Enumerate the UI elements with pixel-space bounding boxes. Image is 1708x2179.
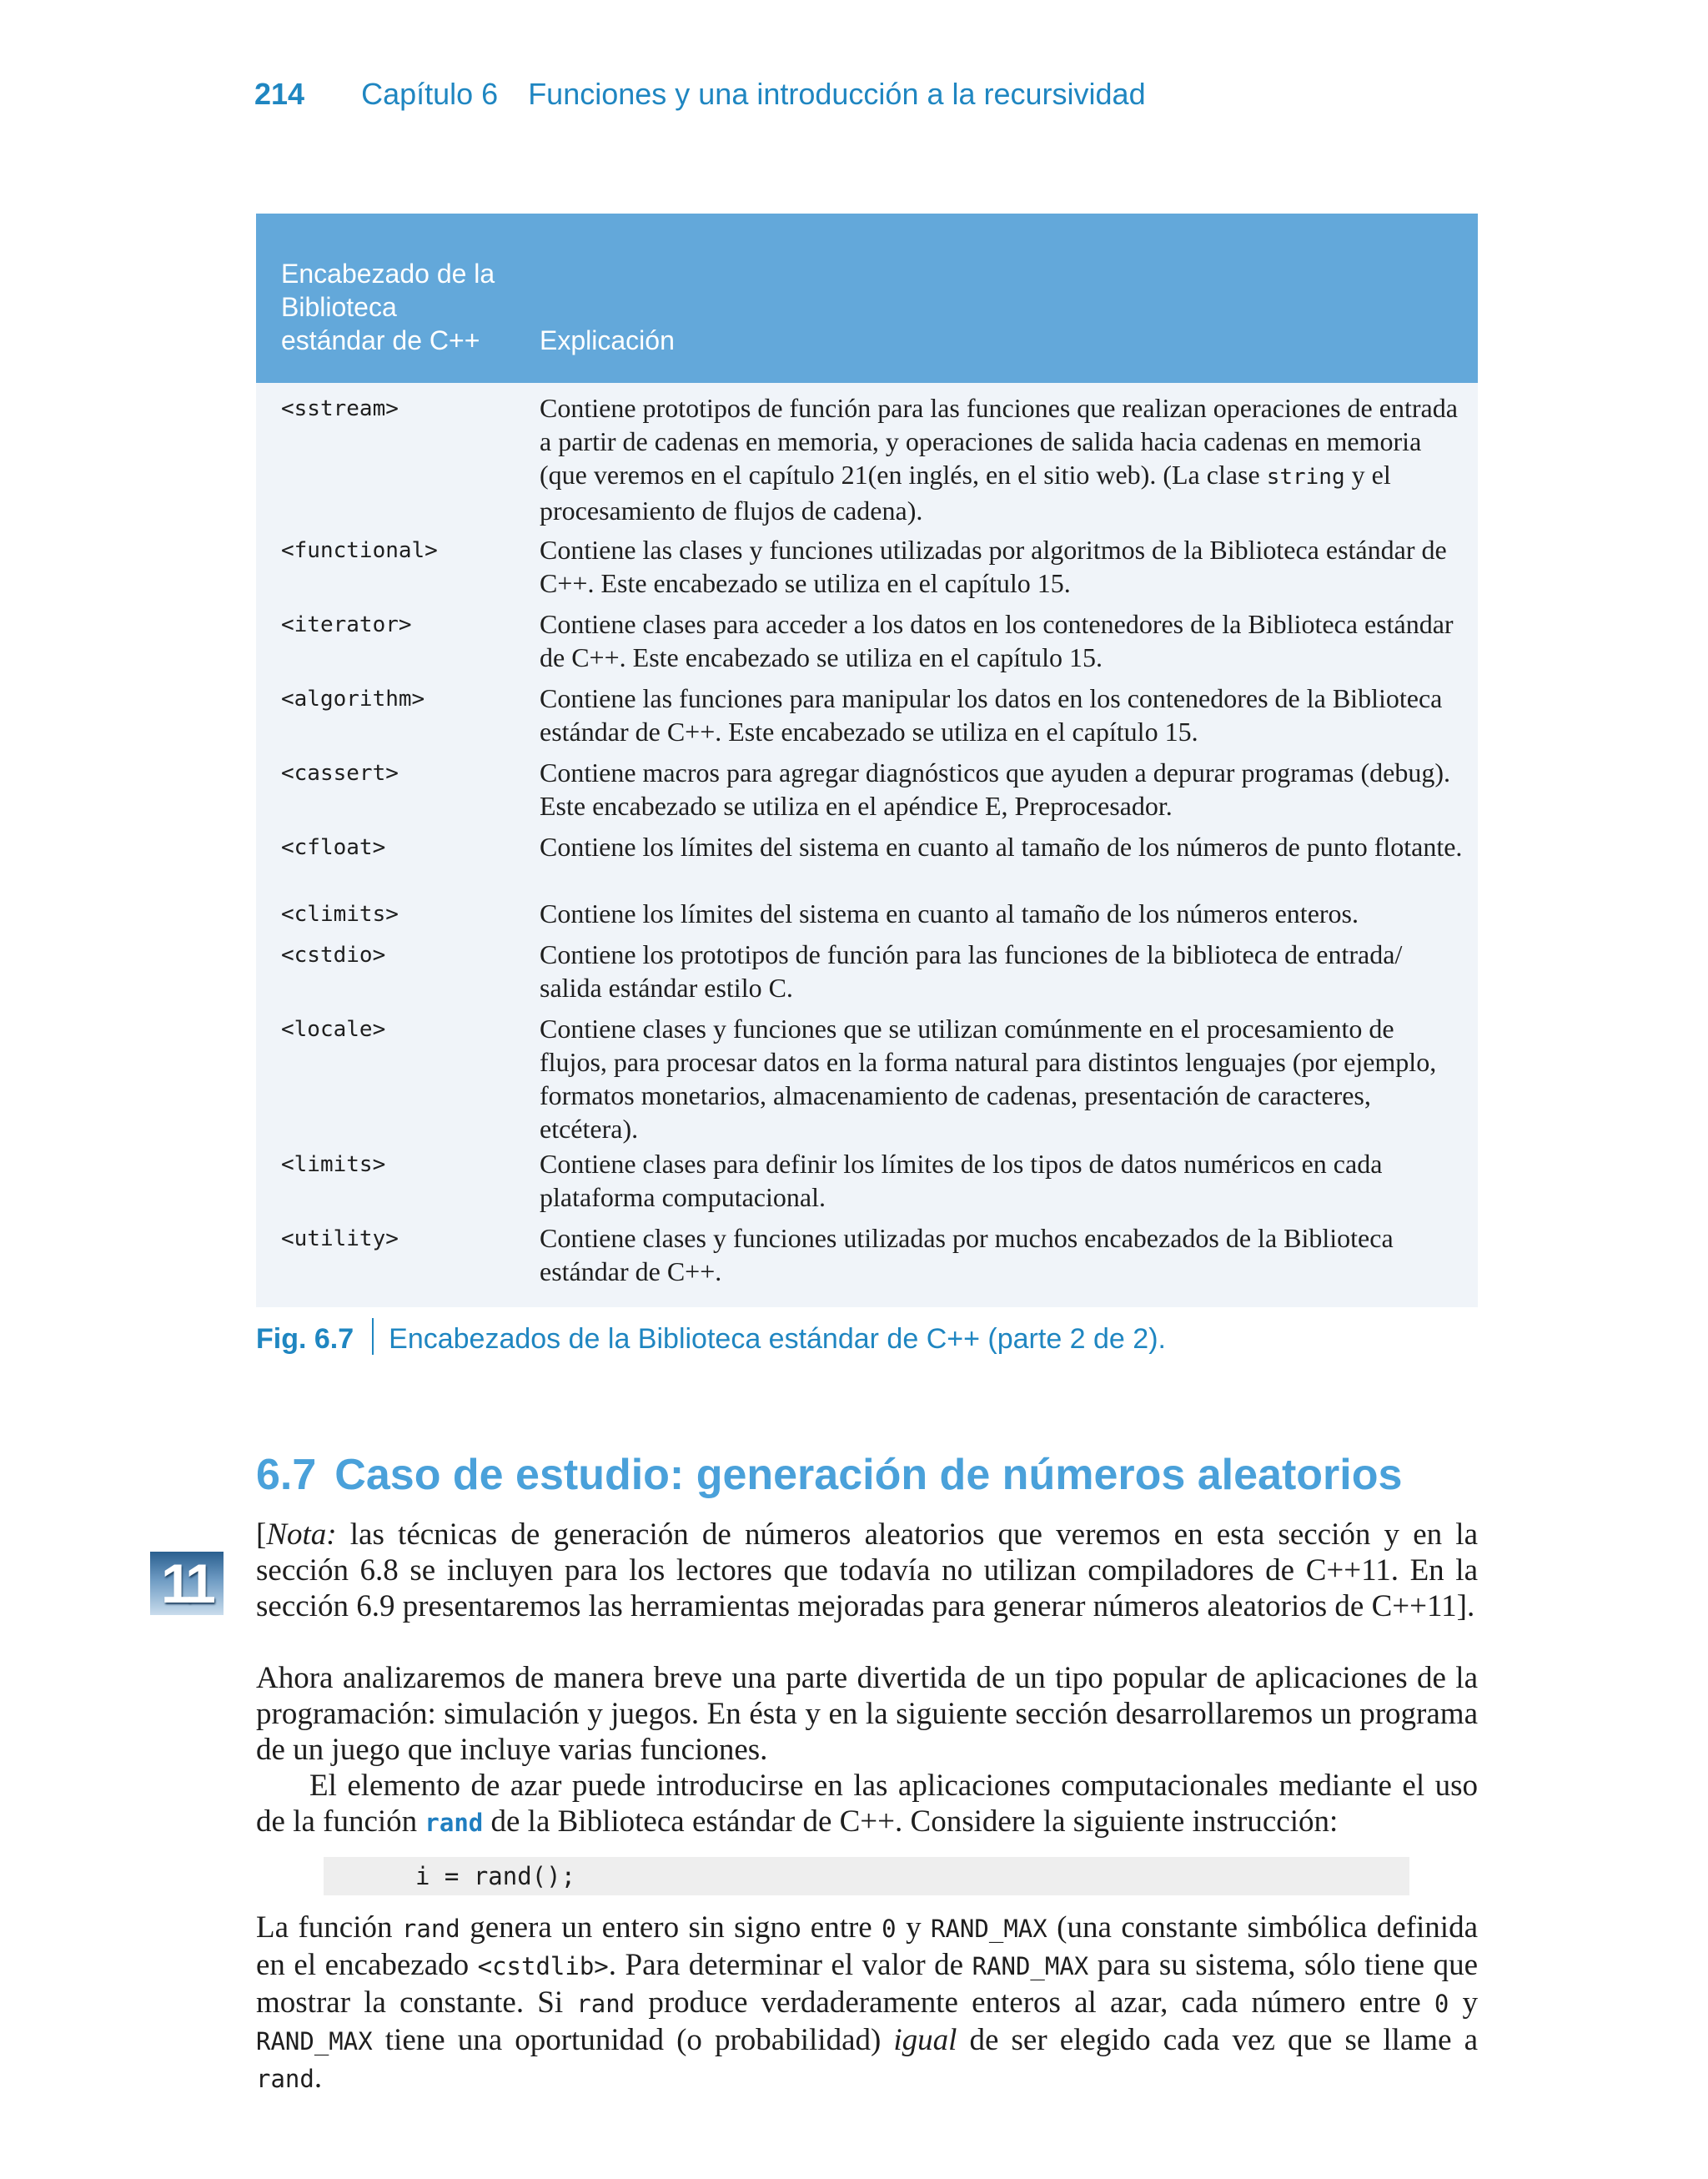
header-description: Contiene las funciones para manipular los datos en los contenedores de la Biblioteca estándar de C++. Este encabezado se utiliza en el capítulo 15.	[540, 683, 1443, 747]
code-line: i = rand();	[415, 1862, 576, 1890]
figure-label: Fig. 6.7	[256, 1323, 354, 1355]
note-label: Nota:	[266, 1517, 337, 1552]
header-description: Contiene clases y funciones utilizadas por muchos encabezados de la Biblioteca estándar de C++.	[540, 1223, 1394, 1286]
header-name: <sstream>	[281, 396, 399, 421]
code-block	[324, 1857, 1409, 1895]
header-description: Contiene macros para agregar diagnósticos que ayuden a depurar programas (debug). Este encabezado se utiliza en el apéndice E, Preprocesador.	[540, 757, 1451, 821]
header-description: Contiene clases y funciones que se utilizan comúnmente en el procesamiento de flujos, para procesar datos en la forma natural para distintos lenguajes (por ejemplo, formatos monetarios, almacenamiento de cadenas, presentación de caracteres, etcétera).	[540, 1014, 1437, 1144]
caption-divider	[372, 1318, 374, 1355]
header-description: Contiene los límites del sistema en cuanto al tamaño de los números de punto flotante.	[540, 832, 1463, 862]
table-header-col1: Encabezado de la Biblioteca estándar de C++	[281, 259, 495, 355]
header-description: Contiene los prototipos de función para las funciones de la biblioteca de entrada/ salida estándar estilo C.	[540, 939, 1403, 1003]
note-paragraph: [Nota: las técnicas de generación de números aleatorios que veremos en esta sección y en la sección 6.8 se incluyen para los lectores que todavía no utilizan compiladores de C++11. En la sección 6.9 presentaremos las herramientas mejoradas para generar números aleatorios de C++11].	[256, 1517, 1478, 1623]
header-name: <limits>	[281, 1152, 386, 1177]
headers-table	[256, 214, 1478, 1307]
figure-caption-text: Encabezados de la Biblioteca estándar de C++ (parte 2 de 2).	[389, 1323, 1166, 1355]
header-name: <iterator>	[281, 612, 412, 637]
header-name: <cstdio>	[281, 943, 386, 968]
chapter-title: Funciones y una introducción a la recursividad	[528, 77, 1146, 111]
body-paragraph: El elemento de azar puede introducirse en las aplicaciones computacionales mediante el uso de la función rand de la Biblioteca estándar de C++. Considere la siguiente instrucción:	[256, 1769, 1478, 1839]
body-paragraph: Ahora analizaremos de manera breve una parte divertida de un tipo popular de aplicaciones de la programación: simulación y juegos. En ésta y en la siguiente sección desarrollaremos un programa de un juego que incluye varias funciones.	[256, 1661, 1478, 1767]
header-description: Contiene clases para definir los límites de los tipos de datos numéricos en cada plataforma computacional.	[540, 1149, 1383, 1212]
running-header	[254, 77, 1146, 112]
header-description: Contiene prototipos de función para las funciones que realizan operaciones de entrada a partir de cadenas en memoria, y operaciones de salida hacia cadenas en memoria (que veremos en el capítulo 21(en inglés, en el sitio web). (La clase string y el procesamiento de flujos de cadena).	[540, 393, 1458, 526]
section-title: Caso de estudio: generación de números aleatorios	[334, 1451, 1403, 1499]
header-name: <utility>	[281, 1226, 399, 1251]
inline-code-rand: rand	[424, 1809, 484, 1837]
header-name: <functional>	[281, 538, 438, 563]
header-description: Contiene clases para acceder a los datos en los contenedores de la Biblioteca estándar de C++. Este encabezado se utiliza en el capítulo 15.	[540, 609, 1454, 672]
section-heading	[256, 1450, 1402, 1500]
header-name: <algorithm>	[281, 687, 425, 712]
table-header-col2: Explicación	[540, 325, 675, 355]
header-name: <cfloat>	[281, 835, 386, 860]
body-paragraph: La función rand genera un entero sin signo entre 0 y RAND_MAX (una constante simbólica definida en el encabezado <cstdlib>. Para determinar el valor de RAND_MAX para su sistema, sólo tiene que mostrar la constante. Si rand produce verdaderamente enteros al azar, cada número entre 0 y RAND_MAX tiene una oportunidad (o probabilidad) igual de ser elegido cada vez que se llame a rand.	[256, 1910, 1479, 2095]
chapter-label: Capítulo 6	[361, 77, 499, 111]
cpp11-badge-icon: 11	[150, 1552, 224, 1615]
header-description: Contiene los límites del sistema en cuanto al tamaño de los números enteros.	[540, 898, 1359, 928]
header-description: Contiene las clases y funciones utilizadas por algoritmos de la Biblioteca estándar de C++. Este encabezado se utiliza en el capítulo 15.	[540, 535, 1447, 598]
header-name: <locale>	[281, 1017, 386, 1042]
page-number: 214	[254, 77, 305, 111]
header-name: <cassert>	[281, 761, 399, 786]
figure-caption	[256, 1318, 1166, 1356]
header-name: <climits>	[281, 902, 399, 927]
section-number: 6.7	[256, 1451, 317, 1499]
table-header-row	[256, 214, 1478, 383]
